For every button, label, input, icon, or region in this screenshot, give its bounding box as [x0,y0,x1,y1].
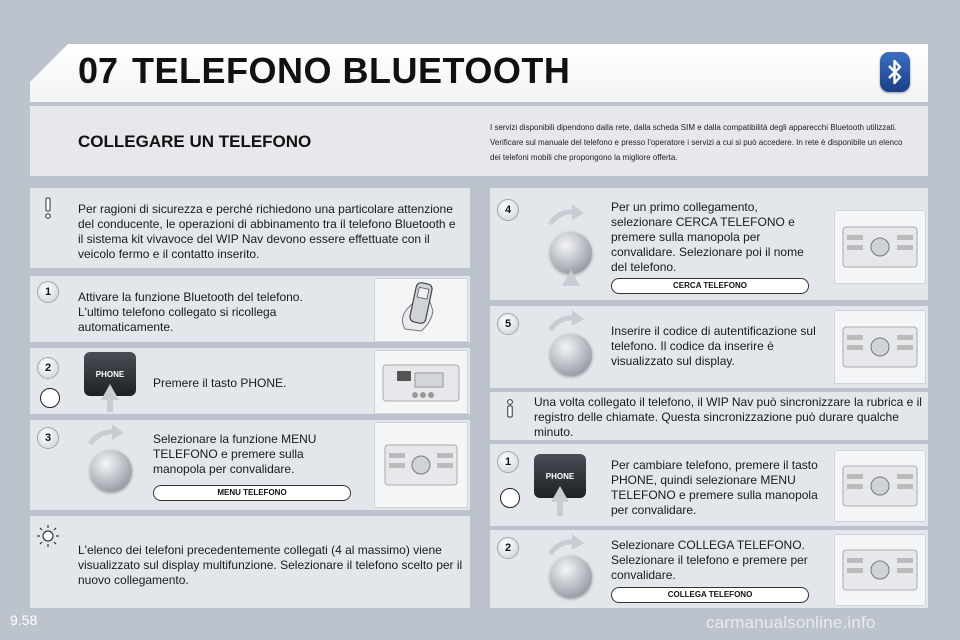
up-arrow-icon [562,270,580,286]
tip-text: L'elenco dei telefoni precedentemente collegati (4 al massimo) viene visualizzato sul display multifunzione. Selezionare il telefono scelto per il nuovo collegamento. [78,543,463,587]
step-3-text: Selezionare la funzione MENU TELEFONO e premere sulla manopola per convalidare. [153,432,317,476]
curved-arrow-icon [546,310,586,334]
phone-key-icon: PHONE [84,352,136,396]
rotary-knob-icon [550,556,592,598]
audio-display-icon [834,310,926,384]
audio-display-icon [834,210,926,284]
chapter-number: 07 [78,50,119,91]
press-icon [500,488,520,508]
press-icon [40,388,60,408]
curved-arrow-icon [546,204,586,228]
audio-display-icon [374,350,468,414]
page-title: TELEFONO BLUETOOTH [132,50,571,91]
rotary-knob-icon [550,334,592,376]
audio-display-icon [374,422,468,508]
section-info: I servizi disponibili dipendono dalla rete, dalla scheda SIM e dalla compatibilità degli apparecchi Bluetooth utilizzati. Verificare sul manuale del telefono e presso l'operatore i servizi a cui si può accedere. In rete è disponibile un elenco dei telefoni mobili che propongono la migliore offerta. [490,123,903,162]
rotary-knob-icon [90,450,132,492]
mobile-phone-icon [374,278,468,342]
collega-telefono-pill: COLLEGA TELEFONO [611,587,809,603]
rotary-knob-icon [550,232,592,274]
change-2-badge: 2 [498,538,518,558]
step-4-text: Per un primo collegamento, selezionare CERCA TELEFONO e premere sulla manopola per convalidare. Selezionare poi il nome del telefono. [611,200,804,274]
change-1-text: Per cambiare telefono, premere il tasto PHONE, quindi selezionare MENU TELEFONO e premere sulla manopola per convalidare. [611,458,818,517]
step-5-text: Inserire il codice di autentificazione sul telefono. Il codice da inserire è visualizzato sul display. [611,324,816,368]
curved-arrow-icon [86,424,126,448]
curved-arrow-icon [546,534,586,558]
step-2-badge: 2 [38,358,58,378]
step-1-text: Attivare la funzione Bluetooth del telefono. L'ultimo telefono collegato si ricollega automaticamente. [78,290,303,334]
bluetooth-icon [880,52,910,92]
info-icon [500,398,520,418]
up-arrow-shaft [557,500,563,516]
page-number: 9.58 [10,612,38,628]
info-text: Una volta collegato il telefono, il WIP Nav può sincronizzare la rubrica e il registro delle chiamate. Questa sincronizzazione può durare qualche minuto. [534,395,922,439]
step-1-badge: 1 [38,282,58,302]
change-1-badge: 1 [498,452,518,472]
section-title: COLLEGARE UN TELEFONO [78,132,312,151]
watermark: carmanualsonline.info [706,613,876,632]
audio-display-icon [834,534,926,606]
phone-key-icon: PHONE [534,454,586,498]
step-3-badge: 3 [38,428,58,448]
step-5-badge: 5 [498,314,518,334]
exclamation-icon [36,196,60,220]
step-2-text: Premere il tasto PHONE. [153,376,287,390]
change-2-text: Selezionare COLLEGA TELEFONO. Selezionare il telefono e premere per convalidare. [611,538,808,582]
up-arrow-shaft [107,398,113,412]
cerca-telefono-pill: CERCA TELEFONO [611,278,809,294]
audio-display-icon [834,450,926,522]
warning-text: Per ragioni di sicurezza e perché richiedono una particolare attenzione del conducente, le operazioni di abbinamento tra il telefono Bluetooth e il sistema kit vivavoce del WIP Nav devono essere effettuate con il veicolo fermo e il contatto inserito. [78,202,456,261]
lightbulb-icon [36,524,60,548]
step-4-badge: 4 [498,200,518,220]
menu-telefono-pill: MENU TELEFONO [153,485,351,501]
